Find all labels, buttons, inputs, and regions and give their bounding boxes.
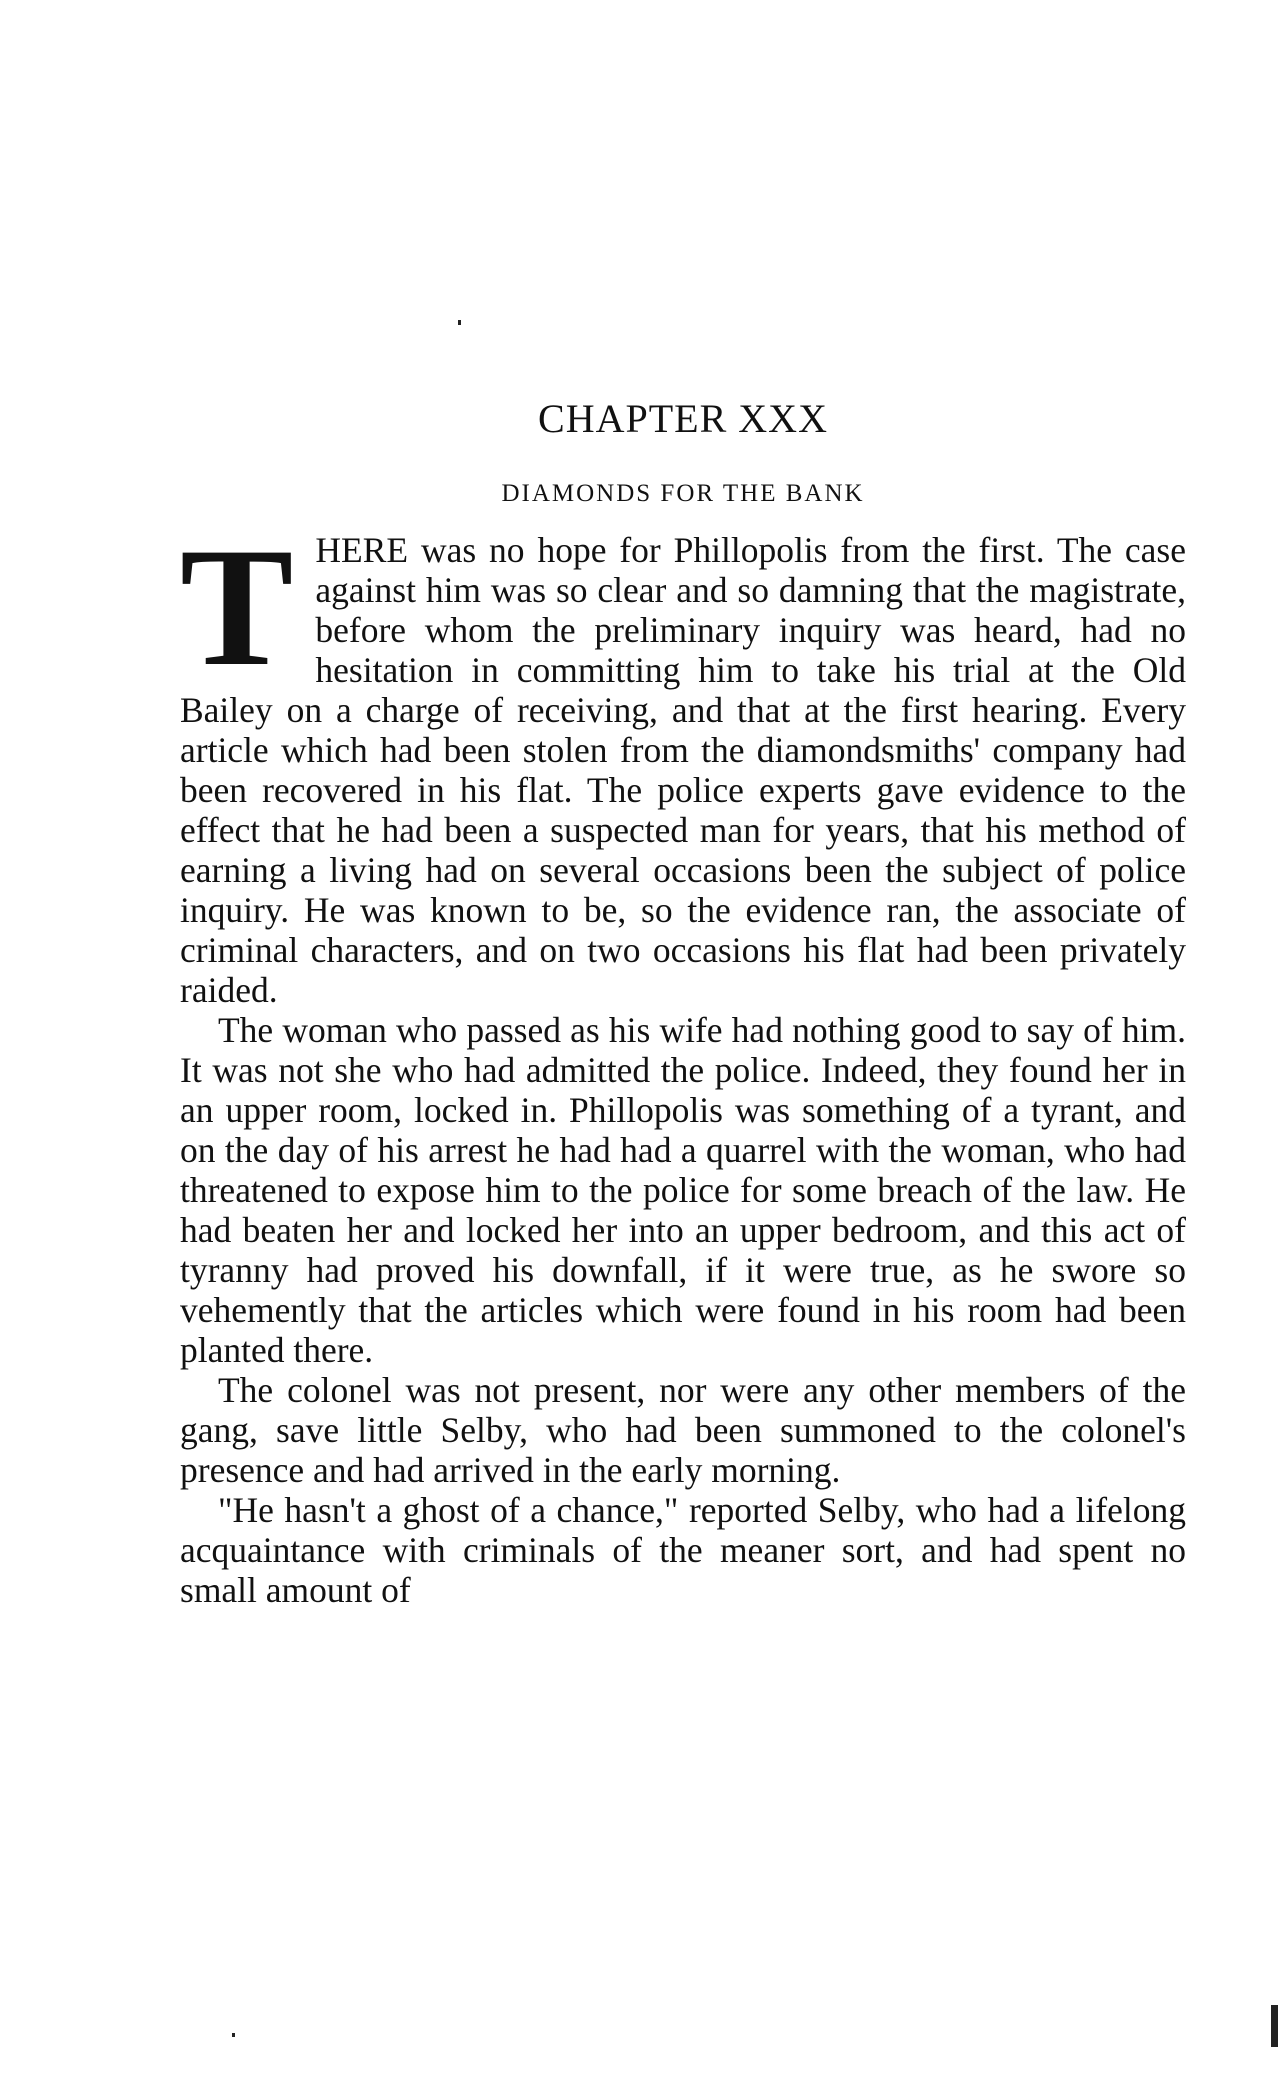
paragraph-3: The colonel was not present, nor were any other members of the gang, save little Selby, who had been summoned to the colonel's presence and had arrived in the early morning. [180, 1370, 1186, 1490]
chapter-body [180, 513, 1186, 1610]
chapter-title: CHAPTER XXX [538, 396, 828, 441]
scan-speck [458, 320, 461, 325]
chapter-subtitle: DIAMONDS FOR THE BANK [501, 480, 865, 507]
paragraph-4: "He hasn't a ghost of a chance," reported Selby, who had a lifelong acquaintance with criminals of the meaner sort, and had spent no small amount of [180, 1490, 1186, 1610]
scan-speck [232, 2033, 235, 2037]
paragraph-2: The woman who passed as his wife had nothing good to say of him. It was not she who had admitted the police. Indeed, they found her in an upper room, locked in. Phillopolis was something of a tyrant, and on the day of his arrest he had had a quarrel with the woman, who had threatened to expose him to the police for some breach of the law. He had beaten her and locked her into an upper bedroom, and this act of tyranny had proved his downfall, if it were true, as he swore so vehemently that the articles which were found in his room had been planted there. [180, 1010, 1186, 1370]
drop-cap: T [180, 513, 294, 701]
paragraph-1-text: HERE was no hope for Phillopolis from the first. The case against him was so clear and so damning that the magistrate, before whom the preliminary inquiry was heard, had no hesitation in committing him to take his trial at the Old Bailey on a charge of receiving, and that at the first hearing. Every article which had been stolen from the diamondsmiths' company had been recovered in his flat. The police experts gave evidence to the effect that he had been a suspected man for years, that his method of earning a living had on several occasions been the subject of police inquiry. He was known to be, so the evidence ran, the associate of criminal characters, and on two occasions his flat had been privately raided. [180, 530, 1186, 1010]
book-page [180, 395, 1186, 1610]
paragraph-1 [180, 513, 1186, 1010]
scan-artifact [1271, 2005, 1278, 2047]
